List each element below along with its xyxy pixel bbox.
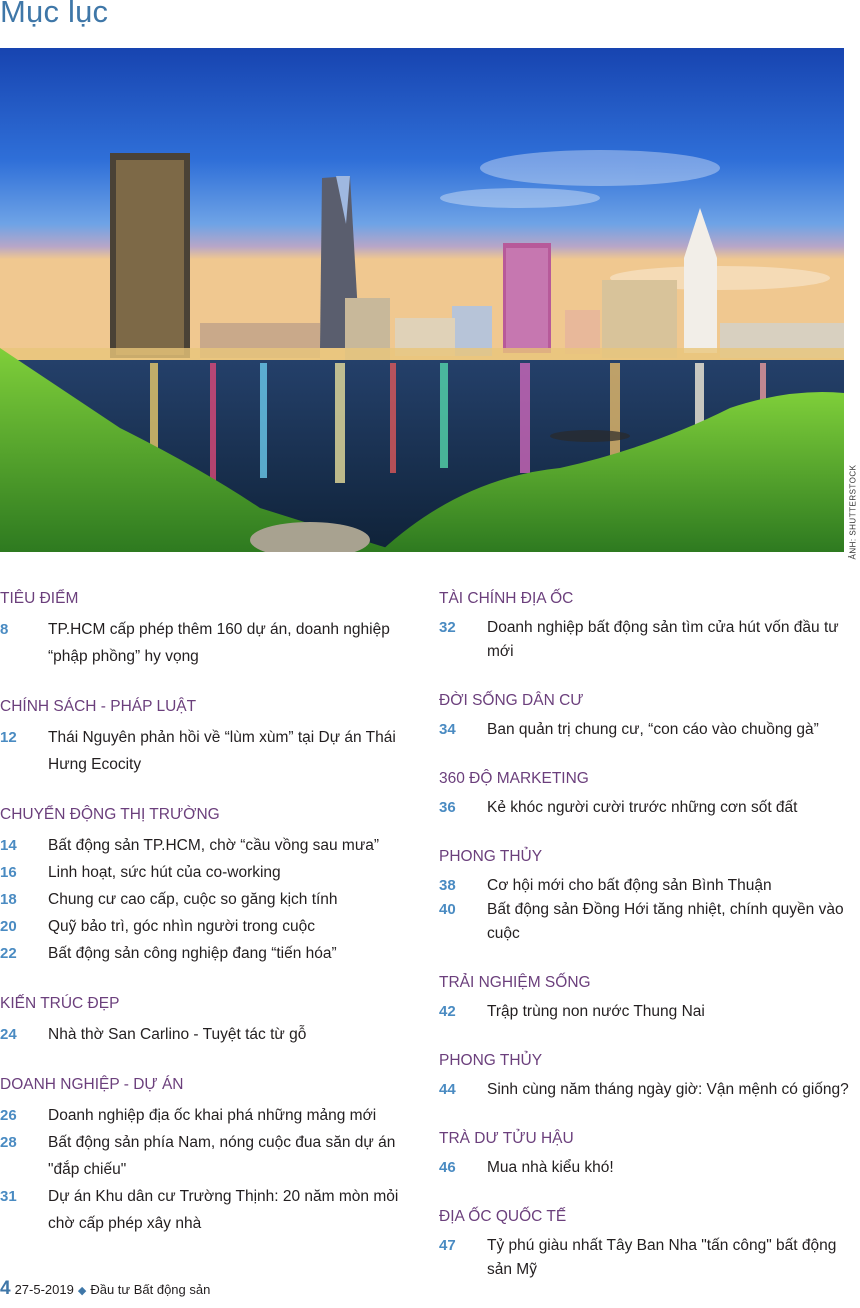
toc-section bbox=[439, 1128, 859, 1180]
entry-title: Cơ hội mới cho bất động sản Bình Thuận bbox=[487, 877, 772, 894]
entry-page-number: 46 bbox=[439, 1159, 456, 1176]
section-title: TIÊU ĐIỂM bbox=[0, 590, 79, 607]
entry-page-number: 44 bbox=[439, 1081, 456, 1098]
toc-entry[interactable] bbox=[439, 874, 859, 898]
entry-page-number: 36 bbox=[439, 799, 456, 816]
entry-title: Thái Nguyên phản hồi về “lùm xùm” tại Dự án Thái Hưng Ecocity bbox=[48, 729, 396, 773]
toc-entry[interactable] bbox=[439, 796, 859, 820]
footer-page-number: 4 bbox=[0, 1278, 11, 1299]
toc-entry[interactable] bbox=[439, 898, 859, 946]
toc-left-column bbox=[0, 588, 420, 1263]
toc-entry[interactable] bbox=[0, 832, 420, 859]
toc-entry[interactable] bbox=[0, 616, 420, 670]
toc-section bbox=[439, 690, 859, 742]
entry-page-number: 34 bbox=[439, 721, 456, 738]
entry-title: Doanh nghiệp địa ốc khai phá những mảng mới bbox=[48, 1107, 377, 1124]
toc-section bbox=[439, 972, 859, 1024]
section-title: KIẾN TRÚC ĐẸP bbox=[0, 995, 120, 1012]
toc-entry[interactable] bbox=[439, 1234, 859, 1282]
city-skyline-photo bbox=[0, 48, 844, 552]
entry-title: Doanh nghiệp bất động sản tìm cửa hút vốn đầu tư mới bbox=[487, 619, 839, 660]
toc-entry[interactable] bbox=[0, 1129, 420, 1183]
entry-page-number: 47 bbox=[439, 1237, 456, 1254]
entry-title: Sinh cùng năm tháng ngày giờ: Vận mệnh có giống? bbox=[487, 1081, 849, 1098]
entry-title: Quỹ bảo trì, góc nhìn người trong cuộc bbox=[48, 918, 315, 935]
entry-page-number: 40 bbox=[439, 901, 456, 918]
toc-entry[interactable] bbox=[439, 1078, 859, 1102]
entry-title: Chung cư cao cấp, cuộc so găng kịch tính bbox=[48, 891, 338, 908]
entry-page-number: 31 bbox=[0, 1188, 17, 1205]
section-title: PHONG THỦY bbox=[439, 848, 543, 865]
entry-page-number: 22 bbox=[0, 945, 17, 962]
page-footer bbox=[0, 1278, 210, 1300]
entry-page-number: 20 bbox=[0, 918, 17, 935]
section-title: DOANH NGHIỆP - DỰ ÁN bbox=[0, 1076, 184, 1093]
toc-section bbox=[439, 846, 859, 946]
toc-entry[interactable] bbox=[439, 718, 859, 742]
section-title: CHÍNH SÁCH - PHÁP LUẬT bbox=[0, 698, 197, 715]
toc-section bbox=[0, 696, 420, 778]
entry-title: Bất động sản công nghiệp đang “tiến hóa” bbox=[48, 945, 337, 962]
entry-page-number: 12 bbox=[0, 729, 17, 746]
entry-title: Kẻ khóc người cười trước những cơn sốt đất bbox=[487, 799, 798, 816]
section-title: TRẢI NGHIỆM SỐNG bbox=[439, 974, 591, 991]
toc-section bbox=[439, 1050, 859, 1102]
toc-section bbox=[439, 588, 859, 664]
toc-entry[interactable] bbox=[0, 1183, 420, 1237]
section-title: TRÀ DƯ TỬU HẬU bbox=[439, 1130, 574, 1147]
toc-entry[interactable] bbox=[0, 913, 420, 940]
toc-entry[interactable] bbox=[0, 724, 420, 778]
entry-page-number: 28 bbox=[0, 1134, 17, 1151]
section-title: 360 ĐỘ MARKETING bbox=[439, 770, 589, 787]
footer-publication: Đầu tư Bất động sản bbox=[90, 1282, 211, 1297]
entry-page-number: 26 bbox=[0, 1107, 17, 1124]
entry-title: Linh hoạt, sức hút của co-working bbox=[48, 864, 281, 881]
entry-title: Ban quản trị chung cư, “con cáo vào chuồng gà” bbox=[487, 721, 819, 738]
section-title: ĐỊA ỐC QUỐC TẾ bbox=[439, 1208, 567, 1225]
toc-section bbox=[0, 1074, 420, 1237]
entry-page-number: 24 bbox=[0, 1026, 17, 1043]
entry-title: Bất động sản TP.HCM, chờ “cầu vồng sau mưa” bbox=[48, 837, 379, 854]
entry-title: Bất động sản phía Nam, nóng cuộc đua săn dự án "đắp chiếu" bbox=[48, 1134, 396, 1178]
footer-date: 27-5-2019 bbox=[14, 1282, 74, 1297]
entry-page-number: 16 bbox=[0, 864, 17, 881]
toc-entry[interactable] bbox=[439, 1156, 859, 1180]
toc-entry[interactable] bbox=[0, 1021, 420, 1048]
toc-right-column bbox=[439, 588, 859, 1308]
page-title: Mục lục bbox=[0, 0, 109, 29]
entry-page-number: 14 bbox=[0, 837, 17, 854]
entry-title: Bất động sản Đồng Hới tăng nhiệt, chính quyền vào cuộc bbox=[487, 901, 844, 942]
toc-section bbox=[0, 588, 420, 670]
photo-credit: ẢNH: SHUTTERSTOCK bbox=[848, 464, 858, 560]
section-title: TÀI CHÍNH ĐỊA ỐC bbox=[439, 590, 574, 607]
toc-section bbox=[0, 804, 420, 967]
entry-title: Nhà thờ San Carlino - Tuyệt tác từ gỗ bbox=[48, 1026, 307, 1043]
toc-entry[interactable] bbox=[439, 1000, 859, 1024]
skyline-illustration bbox=[0, 48, 844, 552]
entry-page-number: 38 bbox=[439, 877, 456, 894]
entry-title: Dự án Khu dân cư Trường Thịnh: 20 năm mòn mỏi chờ cấp phép xây nhà bbox=[48, 1188, 399, 1232]
entry-title: TP.HCM cấp phép thêm 160 dự án, doanh nghiệp “phập phồng” hy vọng bbox=[48, 621, 390, 665]
section-title: ĐỜI SỐNG DÂN CƯ bbox=[439, 692, 584, 709]
entry-title: Mua nhà kiểu khó! bbox=[487, 1159, 614, 1176]
toc-entry[interactable] bbox=[0, 886, 420, 913]
entry-title: Trập trùng non nước Thung Nai bbox=[487, 1003, 705, 1020]
section-title: CHUYỂN ĐỘNG THỊ TRƯỜNG bbox=[0, 806, 220, 823]
toc-section bbox=[0, 993, 420, 1048]
entry-page-number: 42 bbox=[439, 1003, 456, 1020]
toc-entry[interactable] bbox=[439, 616, 859, 664]
section-title: PHONG THỦY bbox=[439, 1052, 543, 1069]
toc-section bbox=[439, 768, 859, 820]
toc-entry[interactable] bbox=[0, 859, 420, 886]
toc-section bbox=[439, 1206, 859, 1282]
entry-page-number: 18 bbox=[0, 891, 17, 908]
entry-title: Tỷ phú giàu nhất Tây Ban Nha "tấn công" bất động sản Mỹ bbox=[487, 1237, 837, 1278]
entry-page-number: 32 bbox=[439, 619, 456, 636]
entry-page-number: 8 bbox=[0, 621, 9, 638]
toc-entry[interactable] bbox=[0, 1102, 420, 1129]
toc-entry[interactable] bbox=[0, 940, 420, 967]
footer-diamond-icon: ◆ bbox=[77, 1285, 87, 1297]
